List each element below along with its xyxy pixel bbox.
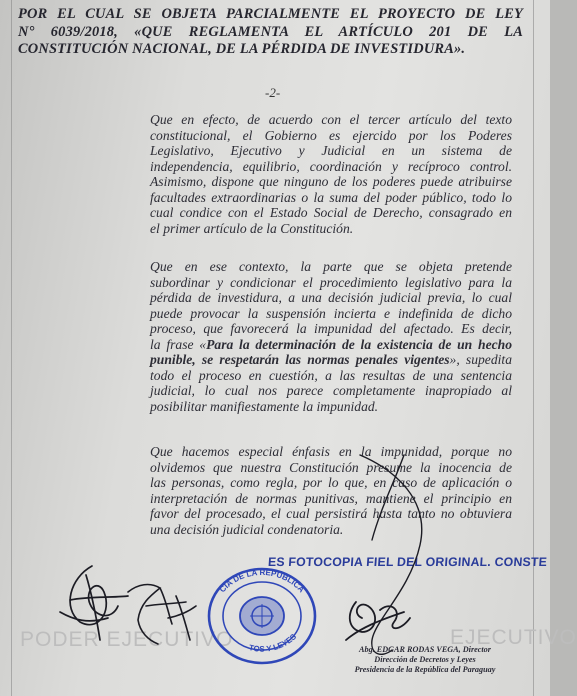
signatory-institution: Presidencia de la República del Paraguay: [354, 665, 496, 674]
heading-line-3: CONSTITUCIÓN NACIONAL, DE LA PÉRDIDA DE INVESTIDURA».: [18, 41, 466, 57]
paragraph-2-line: pérdida de investidura, a una decisión judicial previa, lo cual: [150, 290, 512, 305]
signature-block: [350, 645, 500, 675]
seal-top-text: CIA DE LA REPÚBLICA: [217, 568, 307, 595]
left-signature: [60, 566, 128, 640]
seal-bottom-text: TOS Y LEYES: [248, 632, 299, 654]
paragraph-3-line: Que hacemos especial énfasis en la impunidad, porque no: [150, 444, 512, 459]
paragraph-1-line: constitucional, el Gobierno es ejercido por los Poderes: [150, 127, 512, 143]
quoted-phrase-part-1: Para la determinación de la existencia de un hecho: [206, 336, 512, 352]
signatory-name: Abg. EDGAR RODAS VEGA, Director: [359, 645, 491, 654]
paragraph-1-line: Que en efecto, de acuerdo con el tercer artículo del texto: [150, 112, 512, 127]
paragraph-2-line: Que en ese contexto, la parte que se objeta pretende: [150, 259, 512, 274]
paragraph-1-line: el primer artículo de la Constitución.: [150, 220, 354, 236]
paragraph-3-line: olvidemos que nuestra Constitución presume la inocencia de: [150, 459, 512, 475]
paragraph-2-line: posibilitar manifiestamente la impunidad.: [150, 398, 379, 414]
paragraph-1-line: Asimismo, dispone que ninguno de los poderes puede atribuirse: [150, 174, 512, 189]
watermark-right: EJECUTIVO: [450, 626, 577, 649]
paragraph-2-line: judicial, lo cual nos parece completamente inapropiado al: [150, 383, 512, 398]
paragraph-3-line: favor del procesado, el cual persistirá hasta tanto no obtuviera: [150, 506, 512, 521]
middle-signature: [128, 585, 196, 644]
paragraph-1-line: cual condice con el Estado Social de Derecho, consagrado en: [150, 205, 512, 220]
paragraph-3-line: interpretación de normas punitivas, mantiene el principio en: [150, 490, 512, 506]
certification-stamp: ES FOTOCOPIA FIEL DEL ORIGINAL. CONSTE: [267, 555, 548, 569]
heading-line-2: N° 6039/2018, «QUE REGLAMENTA EL ARTÍCULO 201 DE LA: [18, 23, 523, 40]
paragraph-3-line: una decisión judicial condenatoria.: [150, 521, 344, 537]
paragraph-3-line: las personas, como regla, por lo que, en caso de aplicación o: [150, 475, 512, 490]
paragraph-2-line: subordinar y condicionar el procedimiento legislativo para la: [150, 274, 512, 290]
official-seal: [209, 568, 315, 663]
paragraph-2-line: todo el proceso en cuestión, a las resultas de una sentencia: [150, 367, 512, 383]
large-loop-signature: [360, 455, 422, 654]
paragraph-2-line: puede provocar la suspensión incierta e indefinida de dicho: [150, 305, 512, 321]
director-signature: [346, 602, 410, 640]
page-number: -2-: [265, 85, 281, 100]
paragraph-1-line: independencia, equilibrio, coordinación y recíproco control.: [150, 158, 512, 174]
quoted-phrase-part-2: punible, se respetarán las normas penales vigentes: [150, 352, 450, 367]
paragraph-1-line: Legislativo, Ejecutivo y Judicial en un sistema de: [150, 143, 512, 158]
paragraph-1-line: facultades extraordinarias o la suma del poder público, todo lo: [150, 189, 512, 205]
quote-prefix: la frase «: [150, 336, 207, 352]
quote-suffix: », supedita: [449, 352, 512, 367]
heading-line-1: POR EL CUAL SE OBJETA PARCIALMENTE EL PROYECTO DE LEY: [18, 6, 523, 22]
paragraph-2-line: proceso, que favorecerá la impunidad del afectado. Es decir,: [150, 321, 512, 336]
watermark-left: PODER EJECUTIVO: [20, 628, 234, 651]
signatory-department: Dirección de Decretos y Leyes: [374, 655, 476, 664]
